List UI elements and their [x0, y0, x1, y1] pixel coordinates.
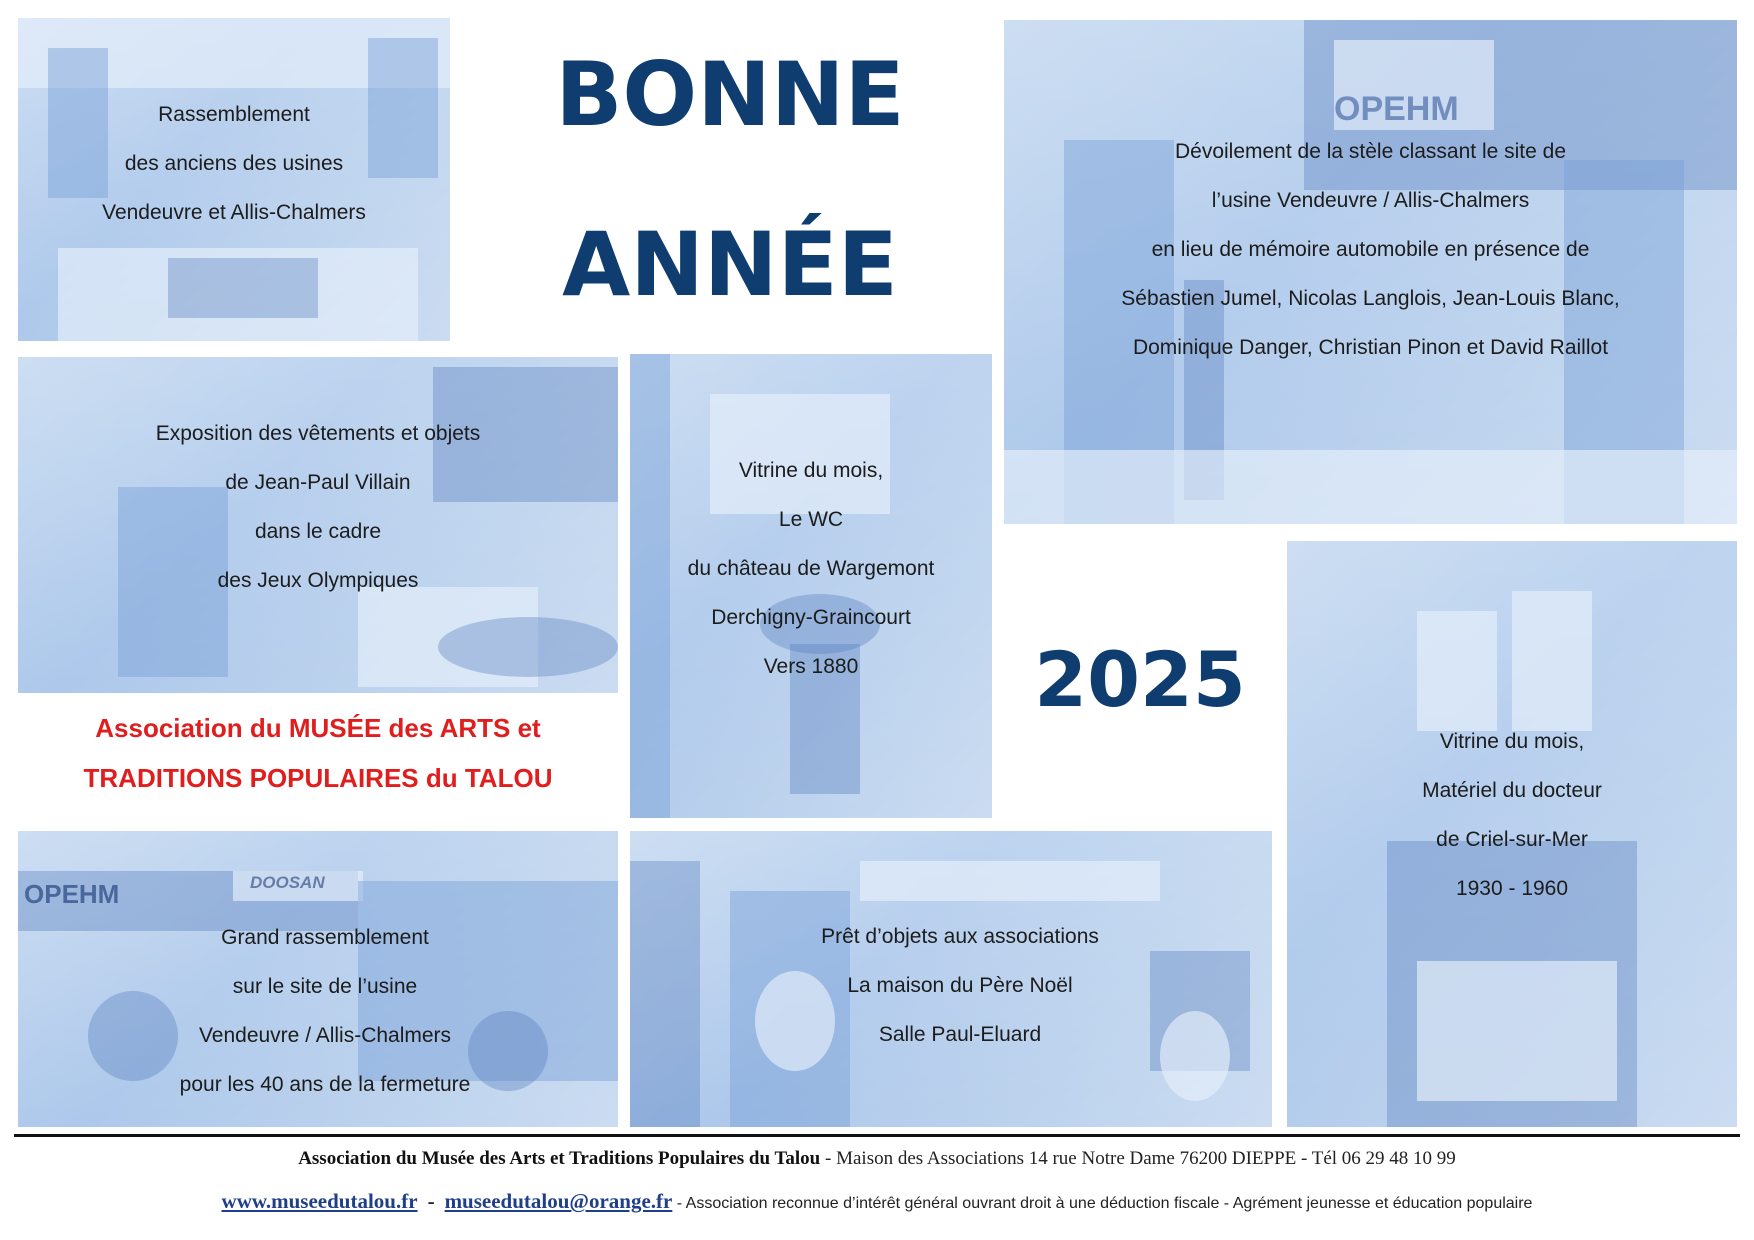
title-annee: ANNÉE: [562, 213, 898, 316]
footer-address-text: - Maison des Associations 14 rue Notre Dame 76200 DIEPPE - Tél 06 29 48 10 99: [820, 1148, 1456, 1169]
association-name: Association du MUSÉE des ARTS et TRADITIONS POPULAIRES du TALOU: [83, 713, 553, 793]
sign-opehm-bottom: OPEHM: [24, 879, 120, 909]
caption-grand-rassemblement: Grand rassemblement sur le site de l’usine Vendeuvre / Allis-Chalmers pour les 40 ans de la fermeture: [179, 926, 471, 1096]
email-link[interactable]: museedutalou@orange.fr: [444, 1189, 673, 1213]
sign-doosan: DOOSAN: [250, 873, 325, 892]
photo-panel-grand-rassemblement: [18, 831, 618, 1127]
photo-panel-rassemblement: [18, 18, 450, 341]
caption-vitrine-docteur: Vitrine du mois, Matériel du docteur de Criel-sur-Mer 1930 - 1960: [1422, 730, 1602, 900]
title-bonne: BONNE: [555, 43, 905, 146]
footer-separator: -: [427, 1189, 435, 1213]
footer-links: [0, 1186, 1754, 1219]
caption-exposition: Exposition des vêtements et objets de Jean-Paul Villain dans le cadre des Jeux Olympiques: [155, 422, 481, 592]
caption-stele: Dévoilement de la stèle classant le site de l’usine Vendeuvre / Allis-Chalmers en lieu de mémoire automobile en présence de Sébastien Jumel, Nicolas Langlois, Jean-Louis Blanc, Dominique Danger, Christian Pinon et David Raillot: [1121, 140, 1620, 359]
footer-org-name: Association du Musée des Arts et Traditions Populaires du Talou: [298, 1148, 821, 1169]
footer-note: - Association reconnue d’intérêt général ouvrant droit à une déduction fiscale - Agrément jeunesse et éducation populaire: [672, 1195, 1533, 1212]
title-year: 2025: [1034, 635, 1246, 724]
footer-address: [0, 1144, 1754, 1174]
photo-panel-vitrine-docteur: [1287, 541, 1737, 1127]
caption-vitrine-wc: Vitrine du mois, Le WC du château de Wargemont Derchigny-Graincourt Vers 1880: [687, 459, 935, 678]
footer-divider: [14, 1134, 1740, 1137]
caption-rassemblement: Rassemblement des anciens des usines Vendeuvre et Allis-Chalmers: [102, 103, 366, 224]
photo-panel-vitrine-wc: [630, 354, 992, 818]
sign-opehm-top: OPEHM: [1334, 90, 1459, 128]
photo-panel-pret-objets: [630, 831, 1272, 1127]
caption-pret-objets: Prêt d’objets aux associations La maison du Père Noël Salle Paul-Eluard: [821, 925, 1099, 1046]
photo-panel-exposition: [18, 357, 618, 693]
website-link[interactable]: www.museedutalou.fr: [221, 1189, 418, 1213]
photo-panel-stele: [1004, 20, 1737, 524]
